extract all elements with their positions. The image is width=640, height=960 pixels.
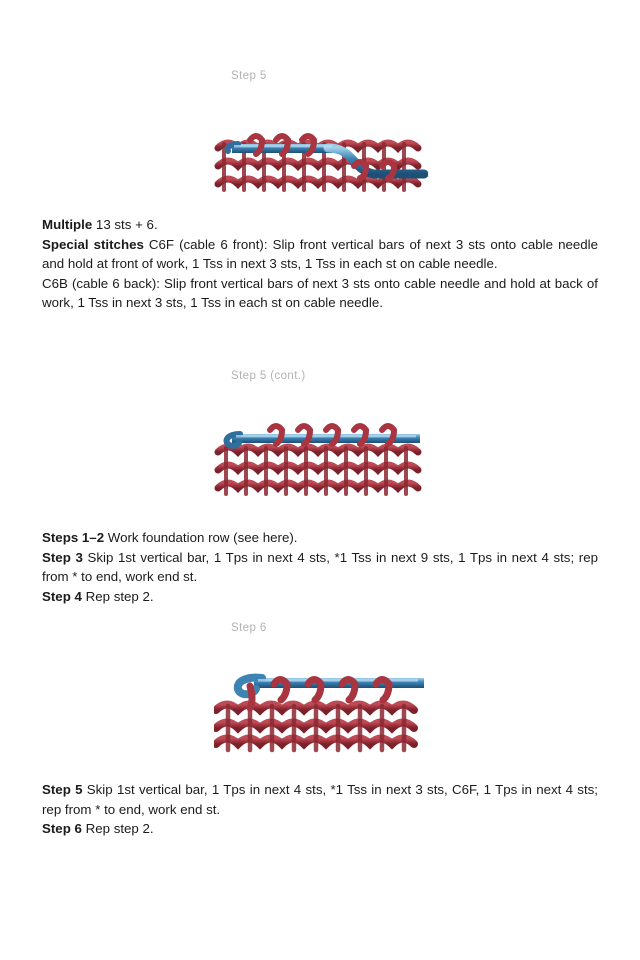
paragraph-steps-1-2: [42, 528, 598, 548]
figure-caption: Step 6: [231, 622, 267, 634]
label-step-4: Step 4: [42, 588, 82, 604]
figure-image: [214, 104, 428, 202]
text-block-steps-1-4: [42, 528, 598, 606]
text-c6b: C6B (cable 6 back): Slip front vertical bars of next 3 sts onto cable needle and hold at back of work, 1 Tss in next 3 sts, 1 Tss in each st on cable needle.: [42, 275, 598, 310]
paragraph-special-stitches: [42, 235, 598, 274]
label-steps-1-2: Steps 1–2: [42, 530, 105, 545]
figure-caption: Step 5: [231, 70, 267, 82]
text-step-3: Skip 1st vertical bar, 1 Tps in next 4 sts, *1 Tss in next 9 sts, 1 Tps in next 4 sts; rep from * to end, work end st.: [42, 549, 598, 584]
paragraph-step-5: [42, 780, 598, 819]
figure-image: [214, 656, 428, 754]
paragraph-step-6: [42, 819, 598, 839]
text-step-6: Rep step 2.: [81, 821, 154, 836]
text-block-steps-5-6: [42, 780, 598, 839]
figure-step-5: [214, 70, 428, 202]
label-multiple: Multiple: [42, 217, 93, 232]
paragraph-step-3: [42, 548, 598, 587]
label-step-5: Step 5: [42, 782, 83, 797]
label-step-6: Step 6: [42, 821, 82, 836]
text-steps-1-2: Work foundation row (see here).: [104, 530, 298, 545]
figure-caption: Step 5 (cont.): [231, 370, 306, 382]
figure-image: [214, 404, 428, 502]
text-block-special-stitches: [42, 215, 598, 313]
paragraph-multiple: [42, 215, 598, 235]
text-special-stitches: C6F (cable 6 front): Slip front vertical bars of next 3 sts onto cable needle and hold at front of work, 1 Tss in next 3 sts, 1 Tss in each st on cable needle.: [42, 236, 599, 271]
paragraph-step-4: [42, 587, 598, 607]
paragraph-c6b: [42, 274, 598, 313]
label-step-3: Step 3: [42, 549, 83, 565]
text-step-4: Rep step 2.: [81, 588, 154, 604]
text-multiple: 13 sts + 6.: [92, 217, 158, 232]
figure-step-5-cont: [214, 370, 428, 502]
figure-step-6: [214, 622, 428, 754]
text-step-5: Skip 1st vertical bar, 1 Tps in next 4 sts, *1 Tss in next 3 sts, C6F, 1 Tps in next 4 sts; rep from * to end, work end st.: [42, 782, 598, 817]
label-special-stitches: Special stitches: [42, 236, 144, 252]
